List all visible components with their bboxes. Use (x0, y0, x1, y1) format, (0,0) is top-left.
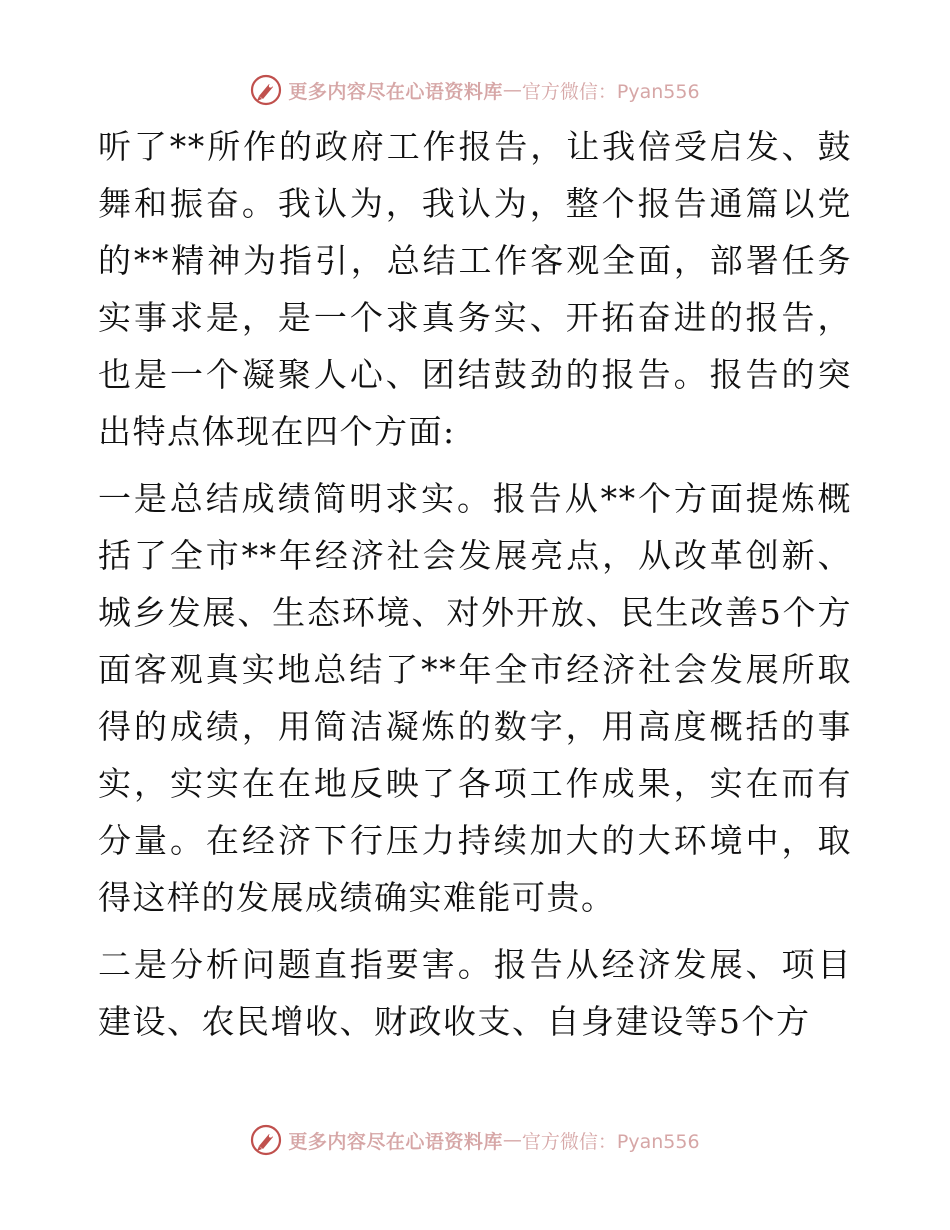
footer-watermark (0, 1120, 950, 1160)
document-body (98, 118, 852, 1050)
watermark-title: 更多内容尽在心语资料库 (288, 1130, 503, 1153)
pen-nib-icon (250, 74, 282, 106)
paragraph-point-two: 二是分析问题直指要害。报告从经济发展、项目建设、农民增收、财政收支、自身建设等5个方 (98, 945, 852, 1041)
watermark-contact: 官方微信：Pyan556 (521, 80, 700, 103)
paragraph-intro: 听了**所作的政府工作报告，让我倍受启发、鼓舞和振奋。我认为，我认为，整个报告通篇以党的**精神为指引，总结工作客观全面，部署任务实事求是，是一个求真务实、开拓奋进的报告，也是一个凝聚人心、团结鼓劲的报告。报告的突出特点体现在四个方面: (98, 127, 852, 451)
watermark-contact: 官方微信：Pyan556 (521, 1130, 700, 1153)
watermark-separator: — (502, 1129, 522, 1151)
header-watermark (0, 70, 950, 110)
pen-nib-icon (250, 1124, 282, 1156)
watermark-separator: — (502, 79, 522, 101)
watermark-title: 更多内容尽在心语资料库 (288, 80, 503, 103)
paragraph-point-one: 一是总结成绩简明求实。报告从**个方面提炼概括了全市**年经济社会发展亮点，从改革创新、城乡发展、生态环境、对外开放、民生改善5个方面客观真实地总结了**年全市经济社会发展所取得的成绩，用简洁凝炼的数字，用高度概括的事实，实实在在地反映了各项工作成果，实在而有分量。在经济下行压力持续加大的大环境中，取得这样的发展成绩确实难能可贵。 (98, 479, 852, 917)
